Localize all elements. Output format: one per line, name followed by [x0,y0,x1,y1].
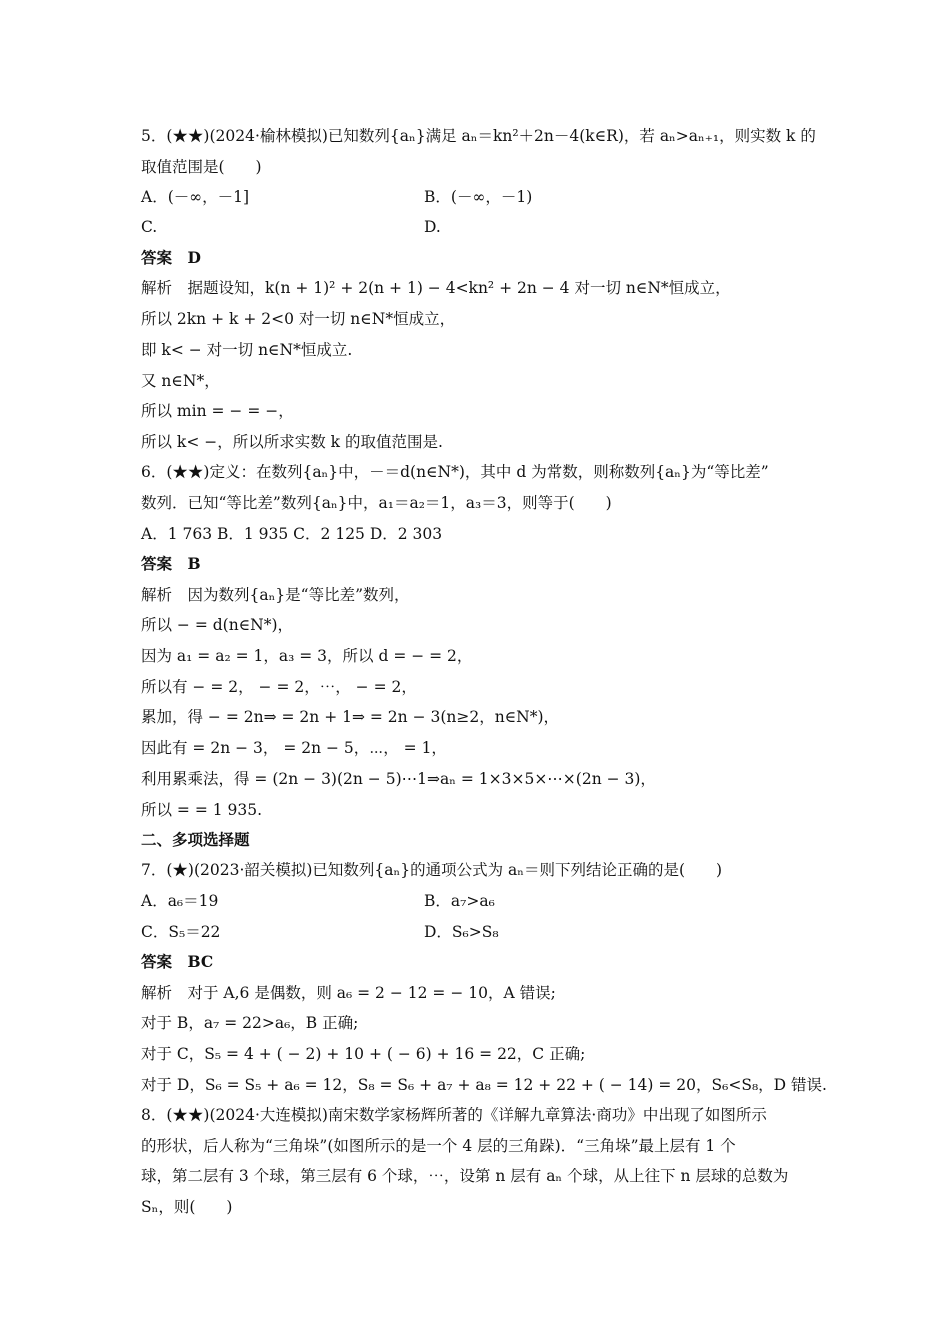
text-line: 解析 对于 A,6 是偶数，则 a₆ = 2 − 12 = − 10，A 错误; [141,984,556,1002]
text-line: 对于 B，a₇ = 22>a₆，B 正确; [141,1014,359,1032]
text-line: 8．(★★)(2024·大连模拟)南宋数学家杨辉所著的《详解九章算法·商功》中出现了如图所示 [141,1106,767,1124]
text-line: 二、多项选择题 [141,830,250,849]
text-line: 取值范围是( ) [141,158,262,176]
text-line: 即 k< − 对一切 n∈N*恒成立. [141,341,353,359]
text-line: 7．(★)(2023·韶关模拟)已知数列{aₙ}的通项公式为 aₙ＝则下列结论正确的是( ) [141,861,723,879]
text-line: 累加，得 − = 2n⇒ = 2n + 1⇒ = 2n − 3(n≥2，n∈N*)， [141,708,560,726]
text-line: 所以 2kn + k + 2<0 对一切 n∈N*恒成立， [141,310,456,328]
text-line: 答案 B [141,554,201,573]
text-line: Sₙ，则( ) [141,1198,233,1216]
text-line: 又 n∈N*， [141,372,220,390]
text-line: 因此有 = 2n − 3， = 2n − 5，⋯， = 1， [141,739,447,757]
text-line: 所以 min = − = −， [141,402,294,420]
option-right: B．(－∞，－1) [424,188,533,206]
option-right: D. [424,218,441,236]
text-line: 数列．已知“等比差”数列{aₙ}中，a₁＝a₂＝1，a₃＝3，则等于( ) [141,494,612,512]
text-line: 解析 因为数列{aₙ}是“等比差”数列， [141,586,410,604]
text-line: 对于 D，S₆ = S₅ + a₆ = 12，S₈ = S₆ + a₇ + a₈ = 12 + 22 + ( − 14) = 20，S₆<S₈，D 错误. [141,1076,827,1094]
text-line: 解析 据题设知，k(n + 1)² + 2(n + 1) − 4<kn² + 2n − 4 对一切 n∈N*恒成立， [141,279,731,297]
text-line: C．S₅＝22 [141,923,221,941]
text-line: 球，第二层有 3 个球，第三层有 6 个球，⋯，设第 n 层有 aₙ 个球，从上往下 n 层球的总数为 [141,1167,789,1185]
option-right: D．S₆>S₈ [424,923,499,941]
text-line: A．(－∞，－1] [141,188,250,206]
text-line: 所以有 − = 2， − = 2，⋯， − = 2， [141,678,417,696]
text-line: 因为 a₁ = a₂ = 1，a₃ = 3，所以 d = − = 2， [141,647,473,665]
text-line: 利用累乘法，得 = (2n − 3)(2n − 5)⋯1⇒aₙ = 1×3×5×⋯×(2n − 3)， [141,770,656,788]
text-line: 答案 D [141,248,201,267]
text-line: 对于 C，S₅ = 4 + ( − 2) + 10 + ( − 6) + 16 = 22，C 正确; [141,1045,586,1063]
text-line: 所以 − = d(n∈N*)， [141,616,294,634]
text-line: A．a₆＝19 [141,892,219,910]
text-line: 所以 = = 1 935. [141,801,263,819]
text-line: 的形状，后人称为“三角垛”(如图所示的是一个 4 层的三角跺)．“三角垛”最上层有 1 个 [141,1137,736,1155]
text-line: 所以 k< −，所以所求实数 k 的取值范围是. [141,433,443,451]
text-line: C. [141,218,158,236]
text-line: A．1 763 B．1 935 C．2 125 D．2 303 [141,525,443,543]
text-line: 6．(★★)定义：在数列{aₙ}中，－＝d(n∈N*)，其中 d 为常数，则称数列{aₙ}为“等比差” [141,463,769,481]
text-line: 答案 BC [141,952,214,971]
text-line: 5．(★★)(2024·榆林模拟)已知数列{aₙ}满足 aₙ＝kn²＋2n－4(k∈R)，若 aₙ>aₙ₊₁，则实数 k 的 [141,127,816,145]
option-right: B．a₇>a₆ [424,892,495,910]
